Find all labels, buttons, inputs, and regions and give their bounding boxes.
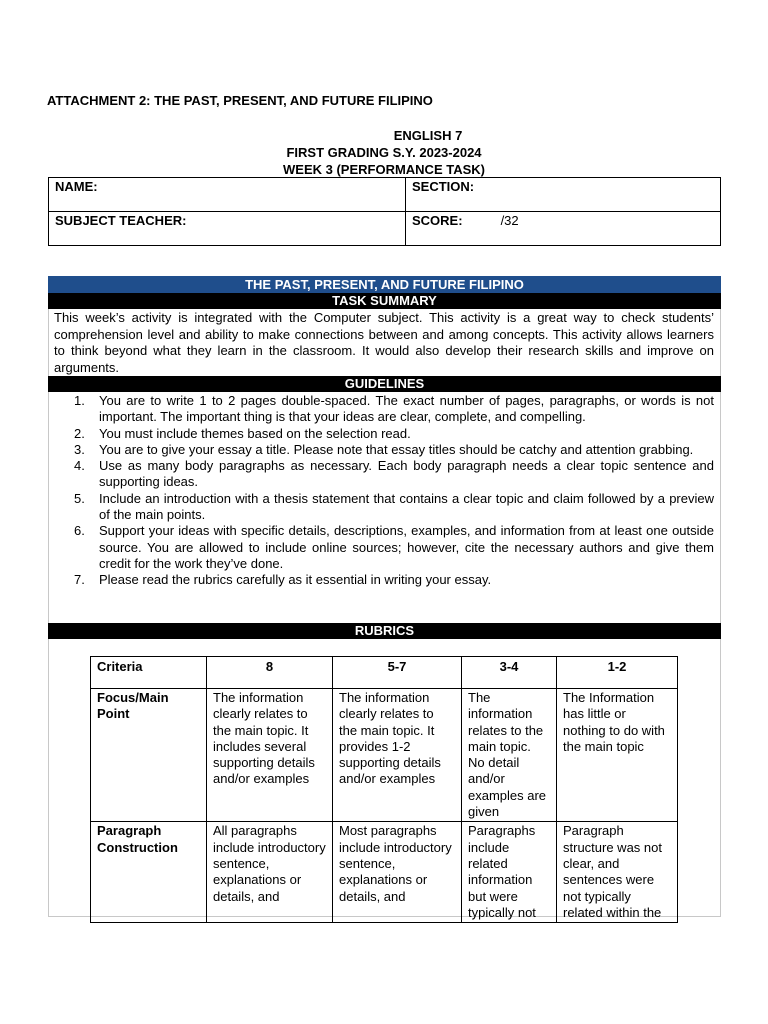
- section-field[interactable]: [406, 178, 721, 212]
- guideline-number: 6.: [74, 523, 85, 539]
- subject-teacher-label: SUBJECT TEACHER:: [55, 213, 187, 228]
- table-row: [91, 822, 678, 923]
- guideline-number: 5.: [74, 490, 85, 506]
- guideline-item: [54, 442, 714, 458]
- column-header-score: 1-2: [557, 657, 678, 689]
- guideline-item: [54, 426, 714, 442]
- guideline-text: Support your ideas with specific details, descriptions, examples, and information from at least one outside source. You are allowed to include online sources; however, cite the necessary authors and give them credit for the work they’ve done.: [99, 523, 714, 571]
- score-field[interactable]: [406, 212, 721, 246]
- guideline-number: 4.: [74, 458, 85, 474]
- grading-period-heading: FIRST GRADING S.Y. 2023-2024: [286, 145, 482, 160]
- guideline-text: Please read the rubrics carefully as it essential in writing your essay.: [99, 572, 492, 588]
- guideline-text: You must include themes based on the selection read.: [99, 425, 411, 441]
- task-summary-heading: TASK SUMMARY: [48, 293, 721, 309]
- guideline-text: You are to give your essay a title. Please note that essay titles should be catchy and attention grabbing.: [99, 441, 694, 457]
- rubric-cell: The information relates to the main topic. No detail and/or examples are given: [462, 689, 557, 822]
- rubrics-table: [90, 656, 678, 923]
- guideline-item: [54, 523, 714, 572]
- score-label: SCORE:: [412, 213, 463, 228]
- guideline-text: Include an introduction with a thesis statement that contains a clear topic and claim followed by a preview of the main points.: [99, 490, 714, 523]
- rubrics-header-row: [91, 657, 678, 689]
- name-label: NAME:: [55, 179, 98, 194]
- rubric-cell: Paragraphs include related information but were typically not: [462, 822, 557, 923]
- rubric-cell: Paragraph structure was not clear, and sentences were not typically related within the: [557, 822, 678, 923]
- subject-heading: ENGLISH 7: [393, 128, 463, 143]
- guidelines-list: [54, 393, 714, 589]
- student-info-table: [48, 177, 721, 246]
- table-row: [91, 689, 678, 822]
- column-header-score: 3-4: [462, 657, 557, 689]
- guideline-number: 2.: [74, 425, 85, 441]
- score-total: /32: [500, 213, 519, 228]
- criteria-cell: Paragraph Construction: [91, 822, 207, 923]
- rubric-cell: The Information has little or nothing to do with the main topic: [557, 689, 678, 822]
- guideline-number: 3.: [74, 441, 85, 457]
- rubrics-heading: RUBRICS: [48, 623, 721, 639]
- subject-teacher-field[interactable]: [49, 212, 406, 246]
- guideline-number: 7.: [74, 572, 85, 588]
- guideline-item: [54, 458, 714, 491]
- section-label: SECTION:: [412, 179, 475, 194]
- guideline-text: Use as many body paragraphs as necessary. Each body paragraph needs a clear topic sentence and supporting ideas.: [99, 458, 714, 490]
- guideline-item: [54, 572, 714, 588]
- column-header-score: 8: [207, 657, 333, 689]
- column-header-score: 5-7: [333, 657, 462, 689]
- column-header-criteria: Criteria: [91, 657, 207, 689]
- name-field[interactable]: [49, 178, 406, 212]
- criteria-cell: Focus/Main Point: [91, 689, 207, 822]
- attachment-title: ATTACHMENT 2: THE PAST, PRESENT, AND FUTURE FILIPINO: [47, 93, 433, 108]
- rubric-cell: Most paragraphs include introductory sentence, explanations or details, and: [333, 822, 462, 923]
- guideline-item: [54, 393, 714, 426]
- guideline-item: [54, 491, 714, 524]
- rubric-cell: All paragraphs include introductory sentence, explanations or details, and: [207, 822, 333, 923]
- guideline-number: 1.: [74, 393, 85, 408]
- task-summary-text: This week’s activity is integrated with the Computer subject. This activity is a great way to check students’ comprehension level and ability to make connections between and among concepts. This activity allows learners to think beyond what they learn in the classroom. It would also develop their research skills and improve on arguments.: [54, 310, 714, 375]
- main-title-band: THE PAST, PRESENT, AND FUTURE FILIPINO: [48, 276, 721, 293]
- rubric-cell: The information clearly relates to the main topic. It provides 1-2 supporting details and/or examples: [333, 689, 462, 822]
- week-heading: WEEK 3 (PERFORMANCE TASK): [283, 162, 485, 177]
- guideline-text: You are to write 1 to 2 pages double-spaced. The exact number of pages, paragraphs, or words is not important. The important thing is that your ideas are clear, complete, and compelling.: [99, 393, 714, 425]
- guidelines-heading: GUIDELINES: [48, 376, 721, 392]
- rubric-cell: The information clearly relates to the main topic. It includes several supporting details and/or examples: [207, 689, 333, 822]
